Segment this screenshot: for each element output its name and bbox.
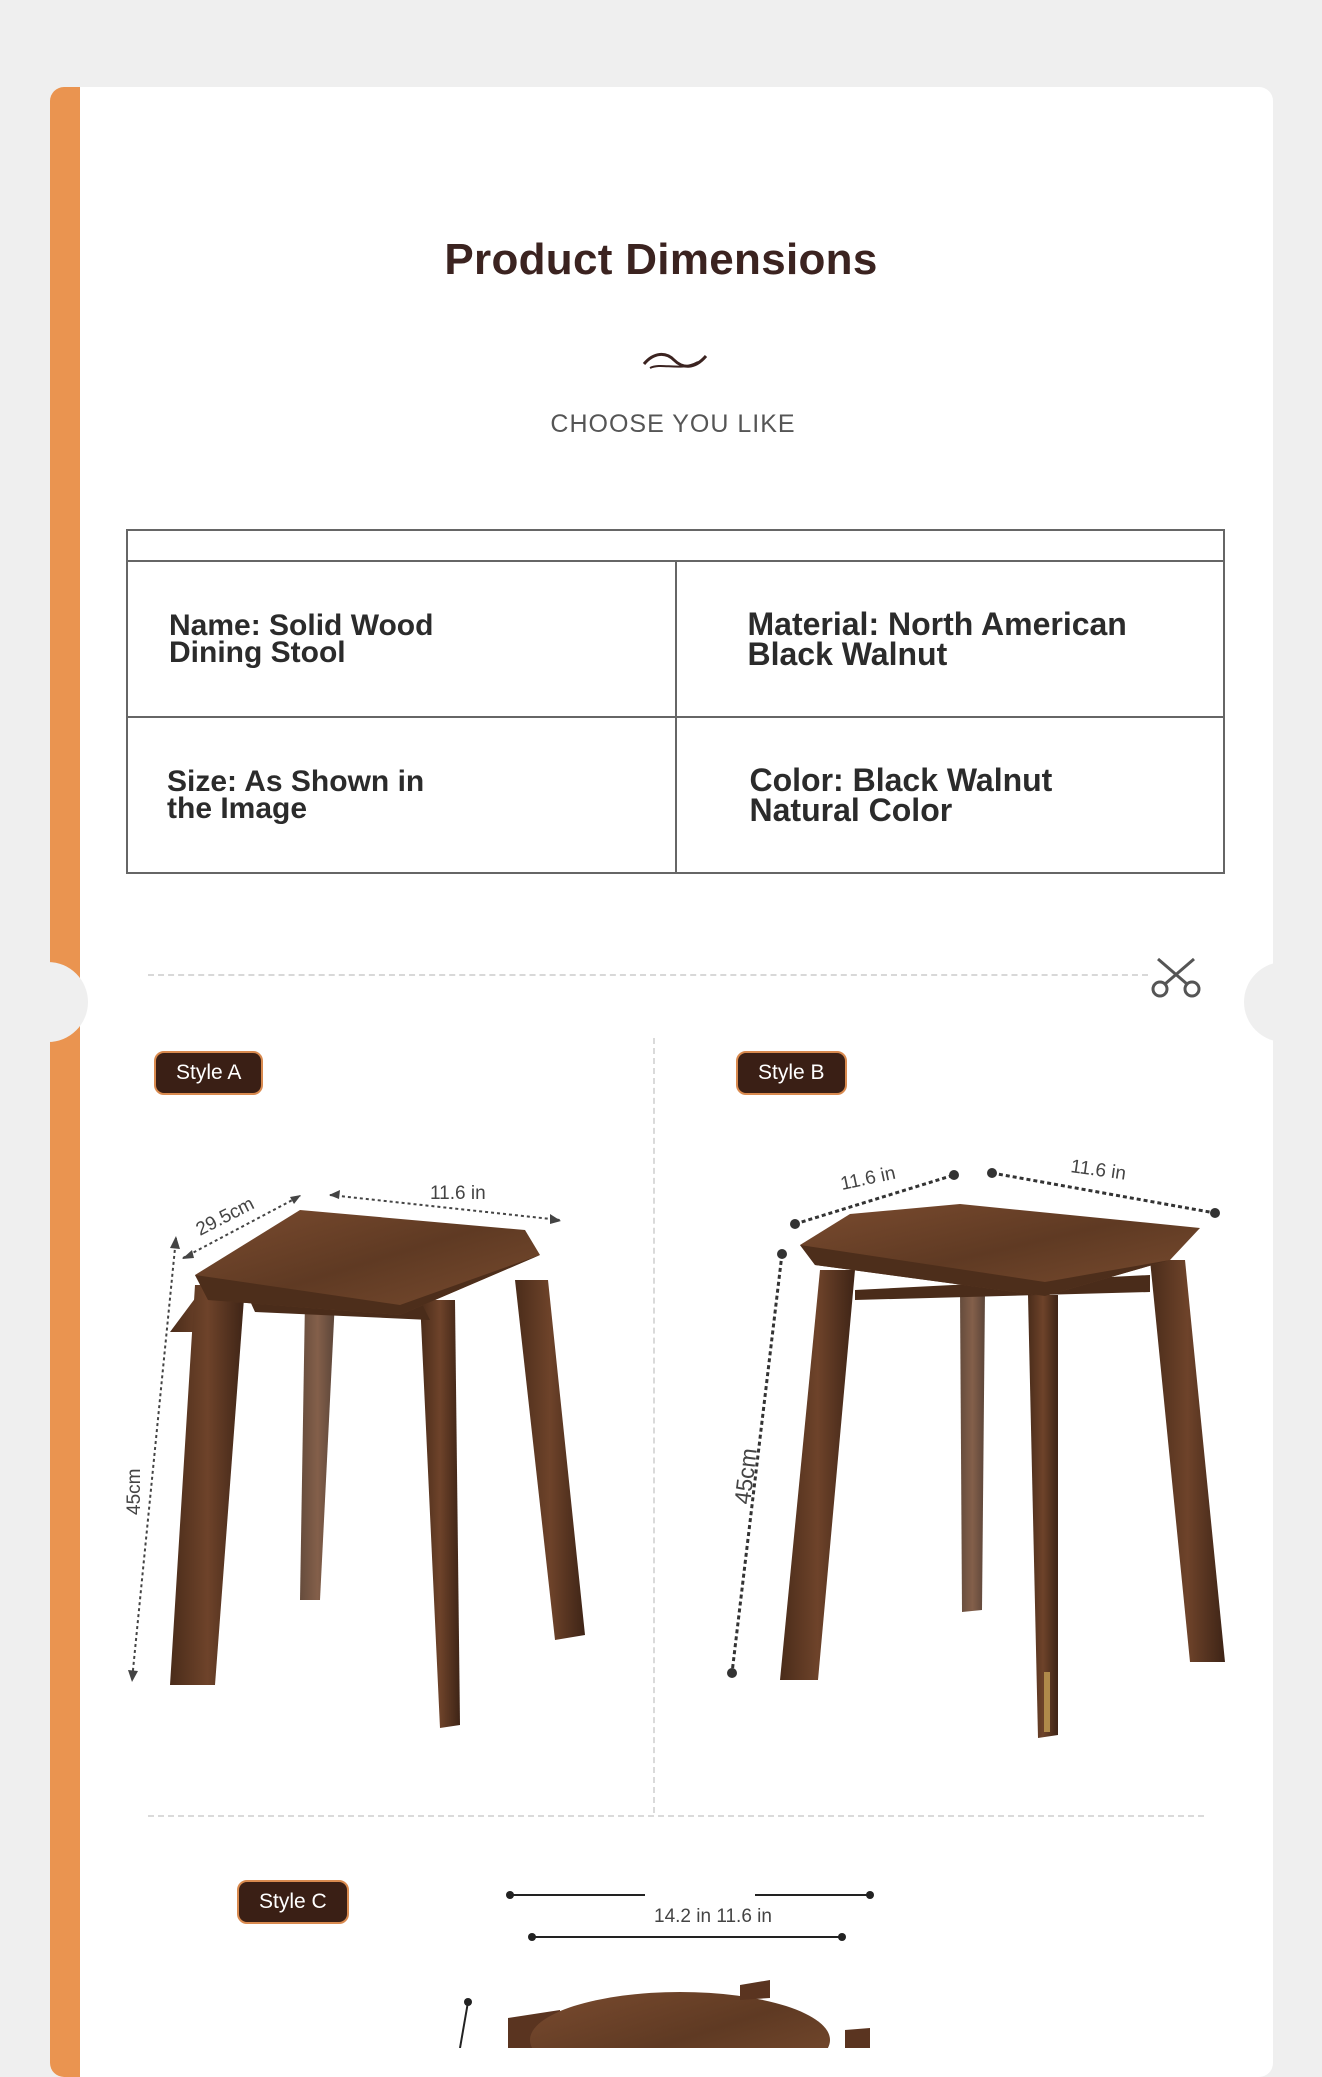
style-c-badge: Style C: [237, 1880, 349, 1924]
section-subtitle: CHOOSE YOU LIKE: [550, 410, 796, 438]
spec-material-line1: Material: North American: [747, 606, 1127, 642]
stool-c-image: [508, 1980, 870, 2048]
style-c-top-label: 14.2 in 11.6 in: [654, 1906, 772, 1927]
stool-b-image: [780, 1204, 1225, 1738]
style-b-width-left-label: 11.6 in: [838, 1162, 898, 1195]
style-a-depth-label: 29.5cm: [192, 1193, 258, 1241]
style-b-badge: Style B: [736, 1051, 847, 1095]
stool-a-image: [170, 1210, 585, 1728]
spec-name-line2: Dining Stool: [169, 636, 346, 669]
page-title: Product Dimensions: [444, 235, 878, 284]
style-b-width-right-label: 11.6 in: [1069, 1156, 1128, 1185]
spec-name-line1: Name: Solid Wood: [169, 609, 434, 642]
style-a-badge: Style A: [154, 1051, 263, 1095]
spec-size-line2: the Image: [167, 792, 308, 825]
spec-material-line2: Black Walnut: [747, 636, 948, 672]
style-b-height-label: 45cm: [729, 1446, 762, 1506]
spec-size-line1: Size: As Shown in: [167, 765, 425, 798]
spec-color-line1: Color: Black Walnut: [749, 762, 1053, 798]
style-a-height-label: 45cm: [124, 1468, 145, 1515]
style-a-width-label: 11.6 in: [430, 1183, 486, 1204]
spec-color-line2: Natural Color: [749, 792, 953, 828]
